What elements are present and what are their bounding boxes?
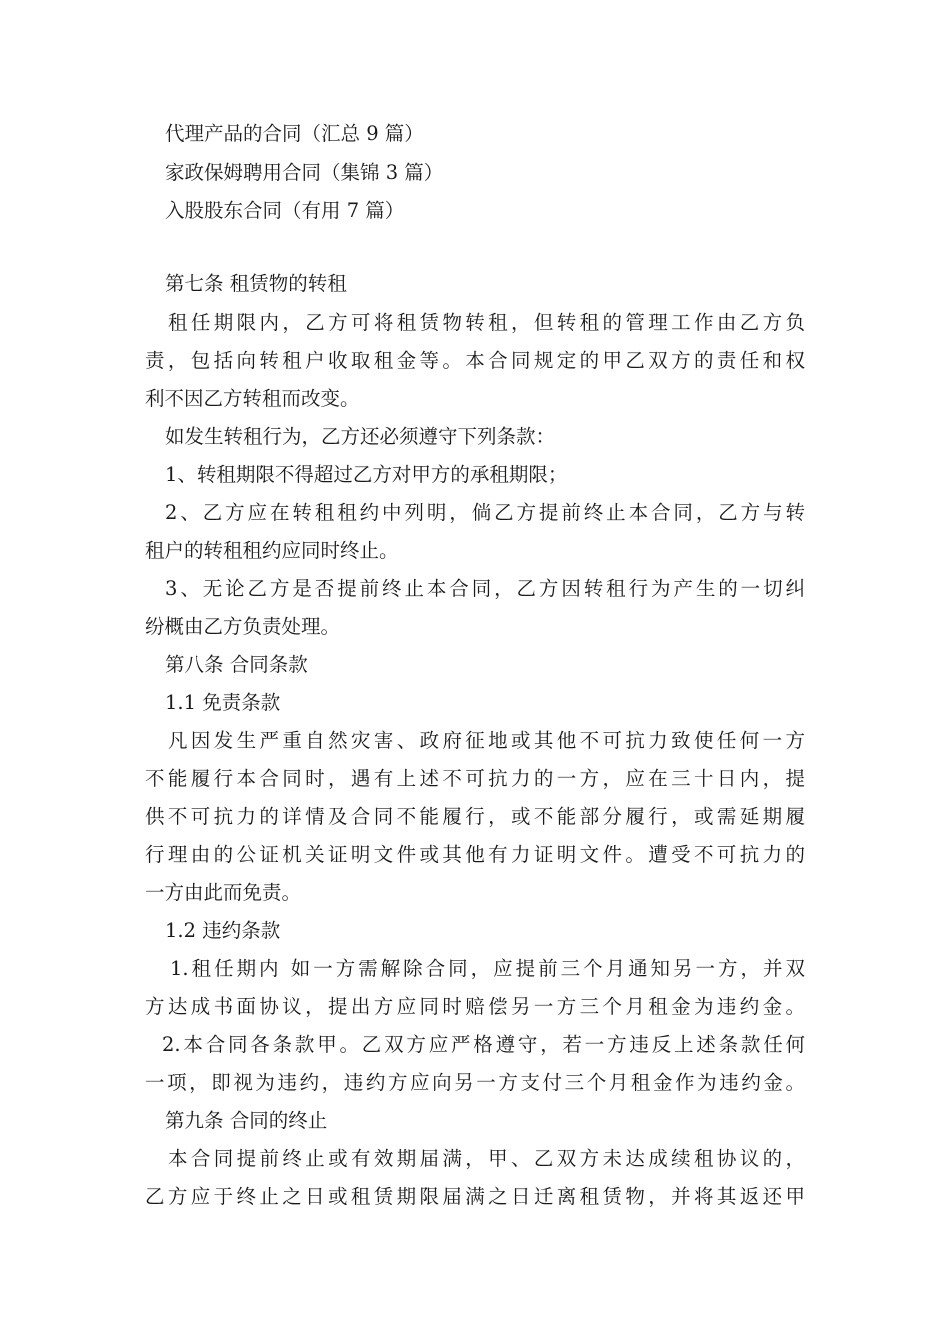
section-heading: 1.2 违约条款	[165, 919, 281, 942]
clause-item: 租户的转租租约应同时终止。	[145, 539, 399, 562]
article-8-heading: 第八条 合同条款	[165, 653, 308, 676]
paragraph-line: 凡因发生严重自然灾害、政府征地或其他不可抗力致使任何一方	[168, 729, 805, 752]
paragraph-line: 一项，即视为违约，违约方应向另一方支付三个月租金作为违约金。	[145, 1071, 805, 1094]
paragraph-line: 如发生转租行为，乙方还必须遵守下列条款：	[165, 425, 556, 448]
clause-item: 1、转租期限不得超过乙方对甲方的承租期限；	[165, 463, 568, 486]
paragraph-line: 本合同提前终止或有效期届满，甲、乙双方未达成续租协议的，	[168, 1147, 805, 1170]
related-link-3[interactable]: 入股股东合同（有用 7 篇）	[165, 199, 405, 222]
clause-item: 纷概由乙方负责处理。	[145, 615, 341, 638]
paragraph-line: 1.租任期内 如一方需解除合同，应提前三个月通知另一方，并双	[170, 957, 805, 980]
paragraph-line: 方达成书面协议，提出方应同时赔偿另一方三个月租金为违约金。	[145, 995, 805, 1018]
paragraph-line: 租任期限内，乙方可将租赁物转租，但转租的管理工作由乙方负	[168, 311, 805, 334]
paragraph-line: 责，包括向转租户收取租金等。本合同规定的甲乙双方的责任和权	[145, 349, 805, 372]
article-9-heading: 第九条 合同的终止	[165, 1109, 328, 1132]
related-link-1[interactable]: 代理产品的合同（汇总 9 篇）	[165, 122, 424, 145]
clause-item: 3、无论乙方是否提前终止本合同，乙方因转租行为产生的一切纠	[165, 577, 805, 600]
paragraph-line: 利不因乙方转租而改变。	[145, 387, 360, 410]
paragraph-line: 不能履行本合同时，遇有上述不可抗力的一方，应在三十日内，提	[145, 767, 805, 790]
paragraph-line: 乙方应于终止之日或租赁期限届满之日迁离租赁物，并将其返还甲	[145, 1185, 805, 1208]
paragraph-line: 2.本合同各条款甲。乙双方应严格遵守，若一方违反上述条款任何	[162, 1033, 805, 1056]
related-link-2[interactable]: 家政保姆聘用合同（集锦 3 篇）	[165, 161, 444, 184]
article-7-heading: 第七条 租赁物的转租	[165, 272, 347, 295]
paragraph-line: 供不可抗力的详情及合同不能履行，或不能部分履行，或需延期履	[145, 805, 805, 828]
clause-item: 2、乙方应在转租租约中列明，倘乙方提前终止本合同，乙方与转	[165, 501, 805, 524]
section-heading: 1.1 免责条款	[165, 691, 281, 714]
paragraph-line: 一方由此而免责。	[145, 881, 302, 904]
paragraph-line: 行理由的公证机关证明文件或其他有力证明文件。遭受不可抗力的	[145, 843, 805, 866]
